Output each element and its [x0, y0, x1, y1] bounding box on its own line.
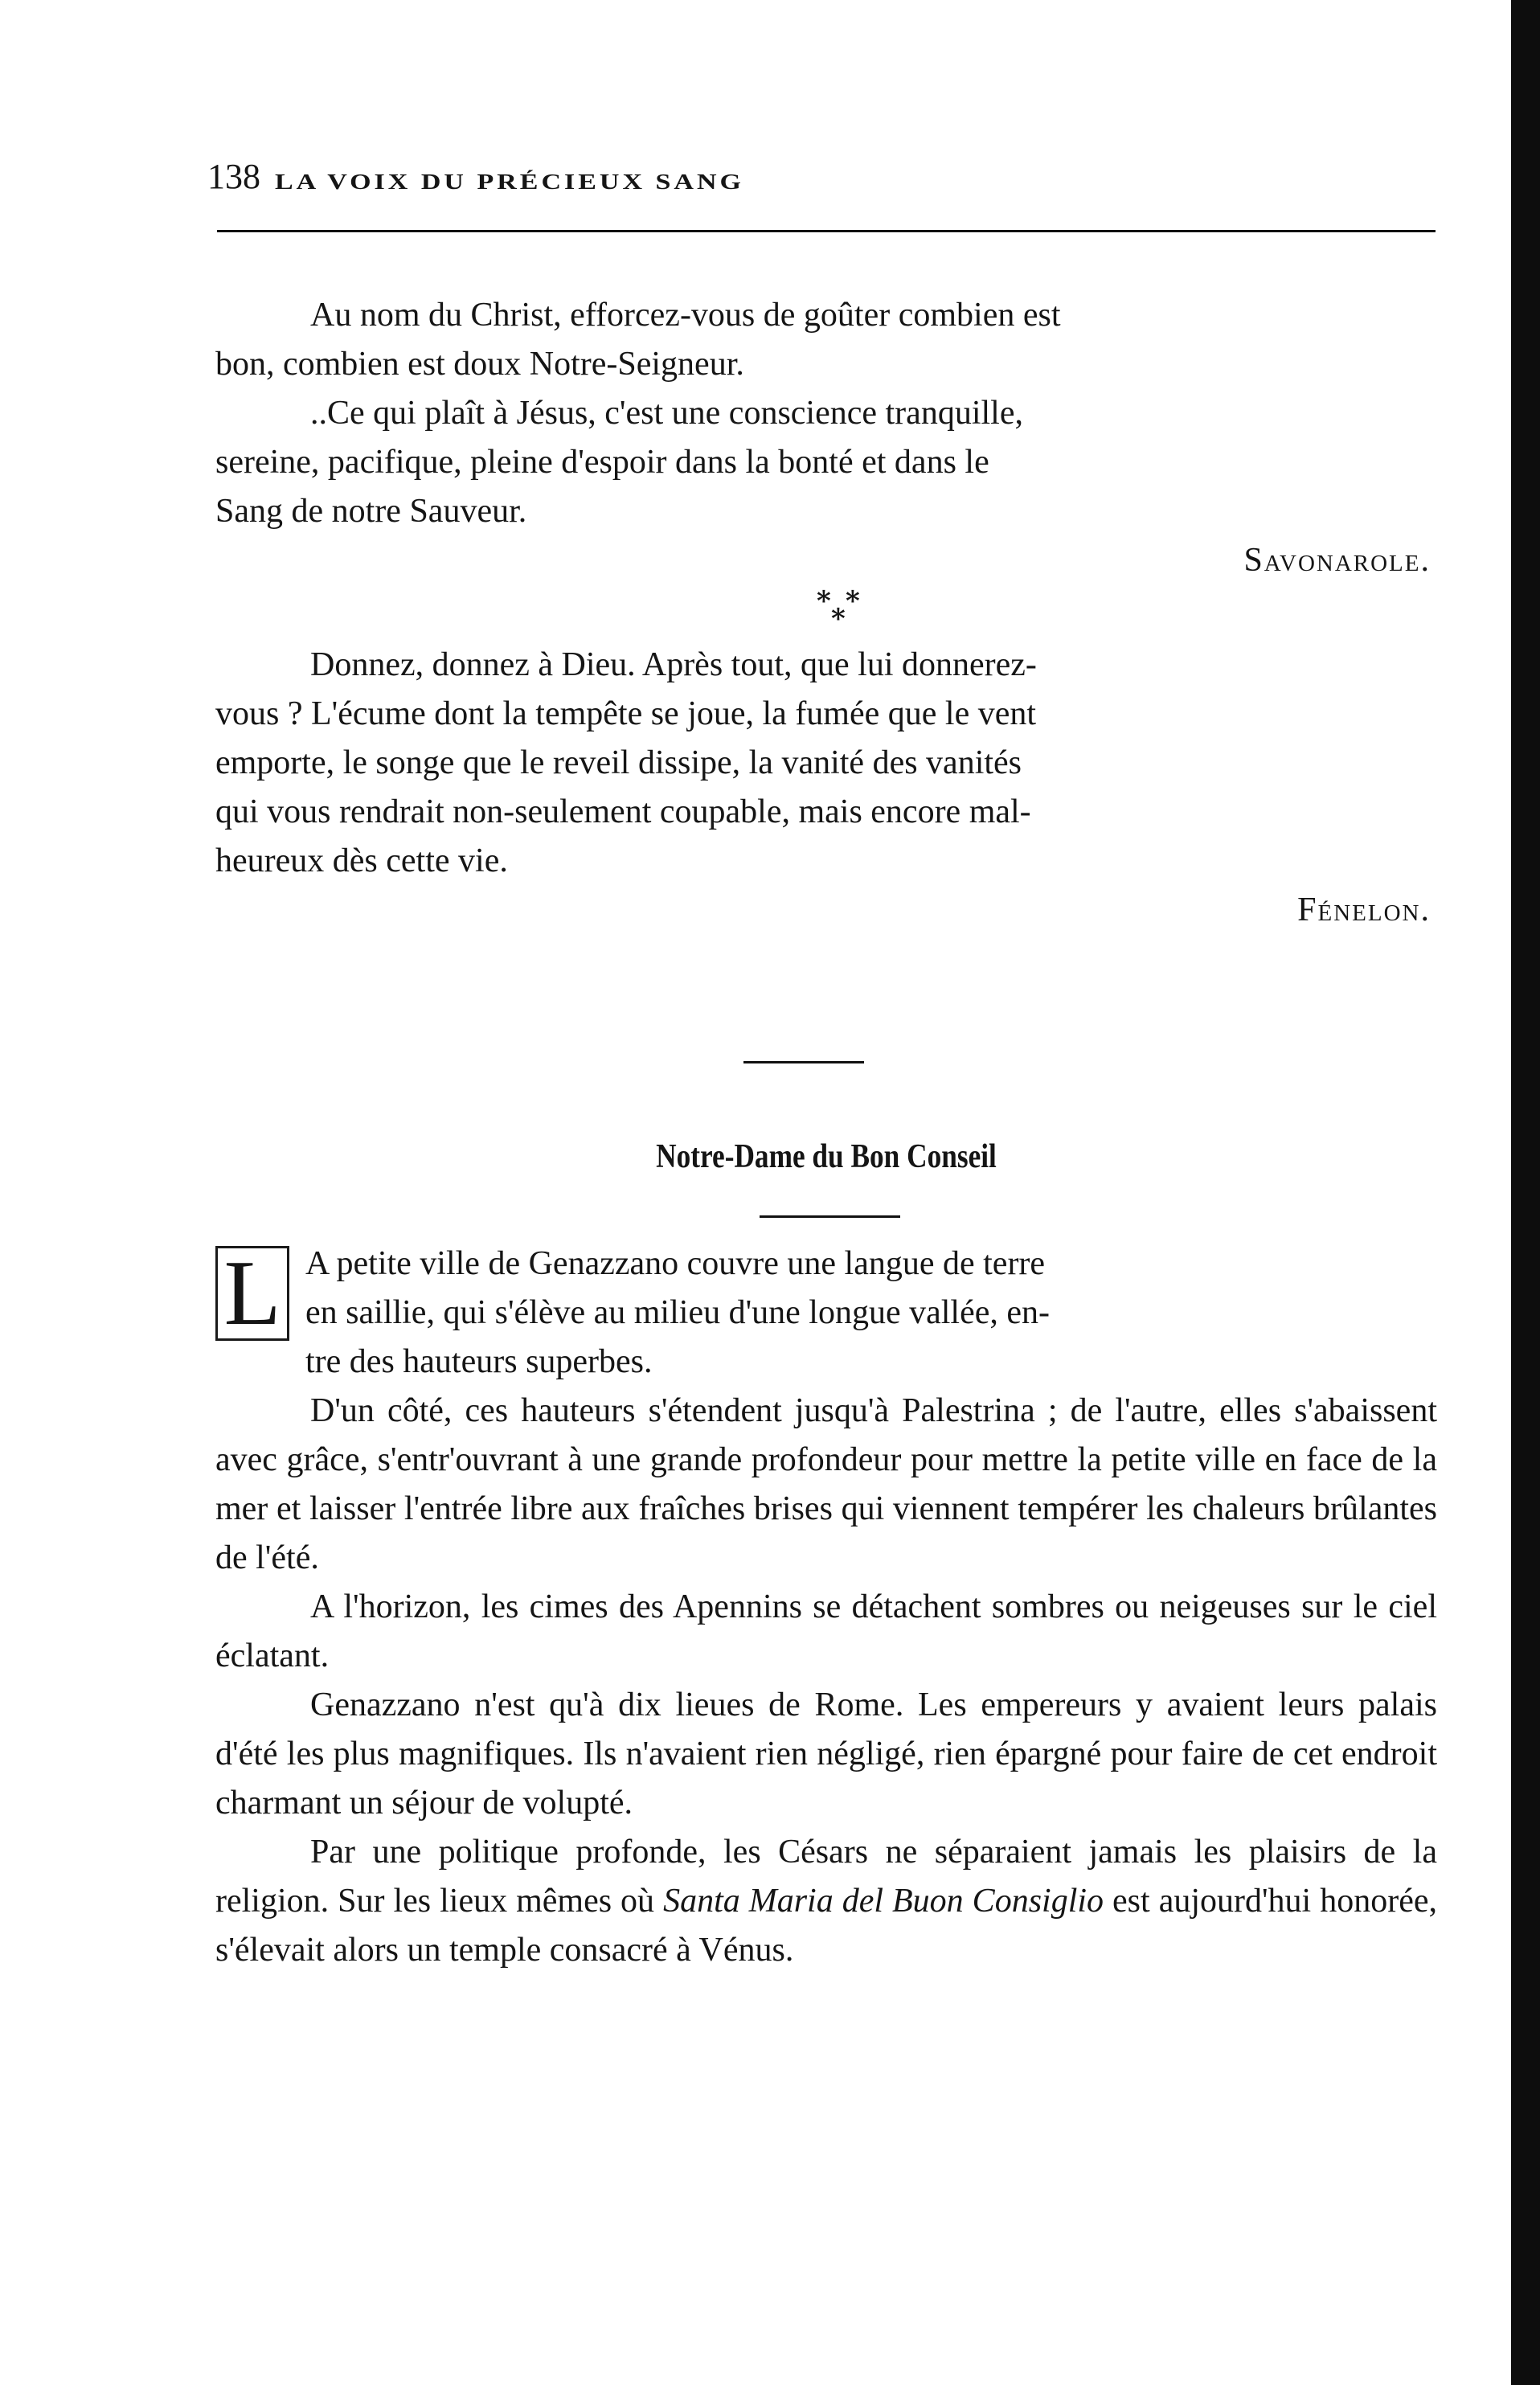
- savonarole-quote: [215, 291, 1437, 585]
- italic-church-name: Santa Maria del Buon Consiglio: [663, 1883, 1104, 1920]
- paragraph: A l'horizon, les cimes des Apennins se détachent sombres ou neigeuses sur le ciel éclatant.: [215, 1588, 1437, 1674]
- running-title: LA VOIX DU PRÉCIEUX SANG: [275, 170, 744, 195]
- paragraph-line: en saillie, qui s'élève au milieu d'une longue vallée, en-: [305, 1294, 1050, 1331]
- drop-cap: L: [215, 1246, 289, 1341]
- quote-line: qui vous rendrait non-seulement coupable, mais encore mal-: [215, 793, 1031, 830]
- page-number: 138: [207, 157, 260, 196]
- article-title: Notre-Dame du Bon Conseil: [656, 1138, 997, 1175]
- title-underline: [760, 1215, 900, 1218]
- quote-line: emporte, le songe que le reveil dissipe, la vanité des vanités: [215, 744, 1022, 781]
- fenelon-quote: [215, 641, 1437, 935]
- quote-line: Sang de notre Sauveur.: [215, 493, 527, 530]
- quote-line: heureux dès cette vie.: [215, 842, 508, 879]
- signature-fenelon: Fénelon.: [1297, 891, 1431, 928]
- asterism-star: *: [817, 585, 831, 617]
- paragraph: D'un côté, ces hauteurs s'étendent jusqu'à Palestrina ; de l'autre, elles s'abaissent avec grâce, s'entr'ouvrant à une grande profondeur pour mettre la petite ville en face de la mer et laisser l'entrée libre aux fraîches brises qui viennent tempérer les chaleurs brûlantes de l'été.: [215, 1392, 1437, 1576]
- paragraph: [215, 1828, 1437, 1975]
- article-body: [215, 1240, 1437, 1975]
- quote-line: Donnez, donnez à Dieu. Après tout, que lui donnerez-: [310, 646, 1037, 683]
- section-divider: [743, 1061, 864, 1063]
- scan-edge-bar: [1511, 0, 1540, 2385]
- paragraph: Genazzano n'est qu'à dix lieues de Rome. Les empereurs y avaient leurs palais d'été les plus magnifiques. Ils n'avaient rien négligé, rien épargné pour faire de cet endroit charmant un séjour de volupté.: [215, 1686, 1437, 1822]
- asterism-star: *: [831, 603, 846, 635]
- signature-savonarole: Savonarole.: [1243, 542, 1431, 579]
- header-rule: [217, 230, 1436, 232]
- quote-line: Au nom du Christ, efforcez-vous de goûter combien est: [310, 297, 1061, 334]
- quote-line: vous ? L'écume dont la tempête se joue, la fumée que le vent: [215, 695, 1037, 732]
- paragraph-line: tre des hauteurs superbes.: [305, 1343, 653, 1380]
- paragraph-text: Par une politique profonde, les Césars ne séparaient jamais les plaisirs de la religion. Sur les lieux mêmes où: [215, 1834, 1437, 1920]
- quote-line: ..Ce qui plaît à Jésus, c'est une conscience tranquille,: [310, 395, 1023, 432]
- asterism-star: *: [846, 585, 860, 617]
- asterism: [810, 585, 874, 641]
- page-header: [207, 138, 1445, 195]
- quote-line: bon, combien est doux Notre-Seigneur.: [215, 346, 744, 383]
- paragraph-line: A petite ville de Genazzano couvre une langue de terre: [305, 1245, 1046, 1282]
- quote-line: sereine, pacifique, pleine d'espoir dans la bonté et dans le: [215, 444, 989, 481]
- paragraph-text: est aujourd'hui honorée, s'élevait alors un temple consacré à Vénus.: [215, 1883, 1437, 1969]
